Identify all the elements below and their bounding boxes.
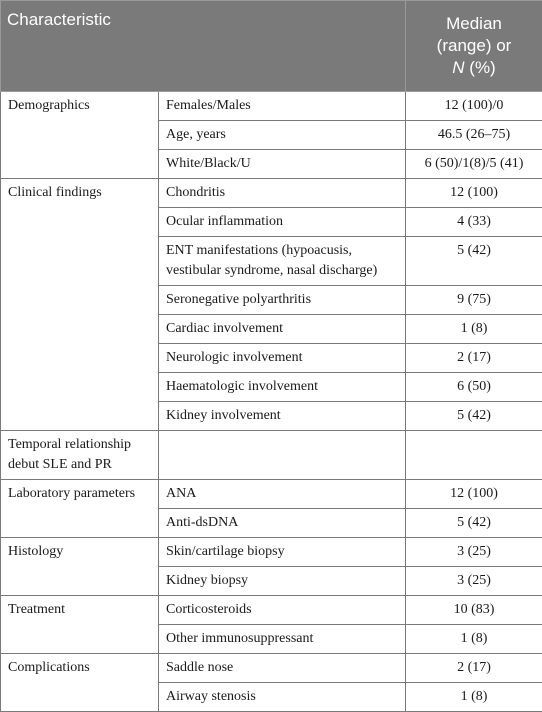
value-cell: 12 (100) — [406, 179, 542, 208]
table-row — [1, 92, 542, 121]
header-median-n: N — [452, 58, 464, 77]
category-cell: Histology — [1, 538, 159, 596]
value-cell: 46.5 (26–75) — [406, 121, 542, 150]
item-cell: ANA — [159, 480, 406, 509]
header-median-pct: (%) — [469, 58, 495, 77]
category-cell: Treatment — [1, 596, 159, 654]
value-cell: 3 (25) — [406, 538, 542, 567]
table-row — [1, 480, 542, 509]
value-cell: 2 (17) — [406, 344, 542, 373]
table-row — [1, 431, 542, 480]
value-cell: 4 (33) — [406, 208, 542, 237]
item-cell: Age, years — [159, 121, 406, 150]
value-cell: 6 (50)/1(8)/5 (41) — [406, 150, 542, 179]
value-cell: 12 (100) — [406, 480, 542, 509]
value-cell: 12 (100)/0 — [406, 92, 542, 121]
item-cell: Cardiac involvement — [159, 315, 406, 344]
value-cell: 10 (83) — [406, 596, 542, 625]
item-cell: Kidney involvement — [159, 402, 406, 431]
table-header-row — [1, 1, 542, 92]
item-cell: Chondritis — [159, 179, 406, 208]
table-row — [1, 596, 542, 625]
item-cell: White/Black/U — [159, 150, 406, 179]
header-median-line3 — [412, 57, 536, 79]
item-cell: Saddle nose — [159, 654, 406, 683]
item-cell: Neurologic involvement — [159, 344, 406, 373]
value-cell: 6 (50) — [406, 373, 542, 402]
value-cell — [406, 431, 542, 480]
category-cell: Demographics — [1, 92, 159, 179]
value-cell: 1 (8) — [406, 315, 542, 344]
header-spacer — [159, 1, 406, 92]
item-cell: Seronegative polyarthritis — [159, 286, 406, 315]
value-cell: 2 (17) — [406, 654, 542, 683]
header-median-line1: Median — [412, 13, 536, 35]
value-cell: 1 (8) — [406, 683, 542, 712]
item-cell: Corticosteroids — [159, 596, 406, 625]
item-cell: Airway stenosis — [159, 683, 406, 712]
item-cell: Ocular inflammation — [159, 208, 406, 237]
item-cell: Skin/cartilage biopsy — [159, 538, 406, 567]
table-row — [1, 654, 542, 683]
value-cell: 5 (42) — [406, 509, 542, 538]
table-row — [1, 179, 542, 208]
value-cell: 5 (42) — [406, 237, 542, 286]
value-cell: 1 (8) — [406, 625, 542, 654]
header-median — [406, 1, 542, 92]
item-cell: Kidney biopsy — [159, 567, 406, 596]
item-cell: ENT manifestations (hypoacusis, vestibular syndrome, nasal discharge) — [159, 237, 406, 286]
item-cell: Anti-dsDNA — [159, 509, 406, 538]
value-cell: 9 (75) — [406, 286, 542, 315]
category-cell: Laboratory parameters — [1, 480, 159, 538]
category-cell: Complications — [1, 654, 159, 712]
item-cell: Haematologic involvement — [159, 373, 406, 402]
value-cell: 3 (25) — [406, 567, 542, 596]
item-cell — [159, 431, 406, 480]
item-cell: Other immunosuppressant — [159, 625, 406, 654]
value-cell: 5 (42) — [406, 402, 542, 431]
header-median-line2: (range) or — [412, 35, 536, 57]
category-cell: Clinical findings — [1, 179, 159, 431]
table-body — [1, 92, 542, 712]
category-cell: Temporal relationship debut SLE and PR — [1, 431, 159, 480]
table-row — [1, 538, 542, 567]
header-characteristic: Characteristic — [1, 1, 159, 92]
item-cell: Females/Males — [159, 92, 406, 121]
